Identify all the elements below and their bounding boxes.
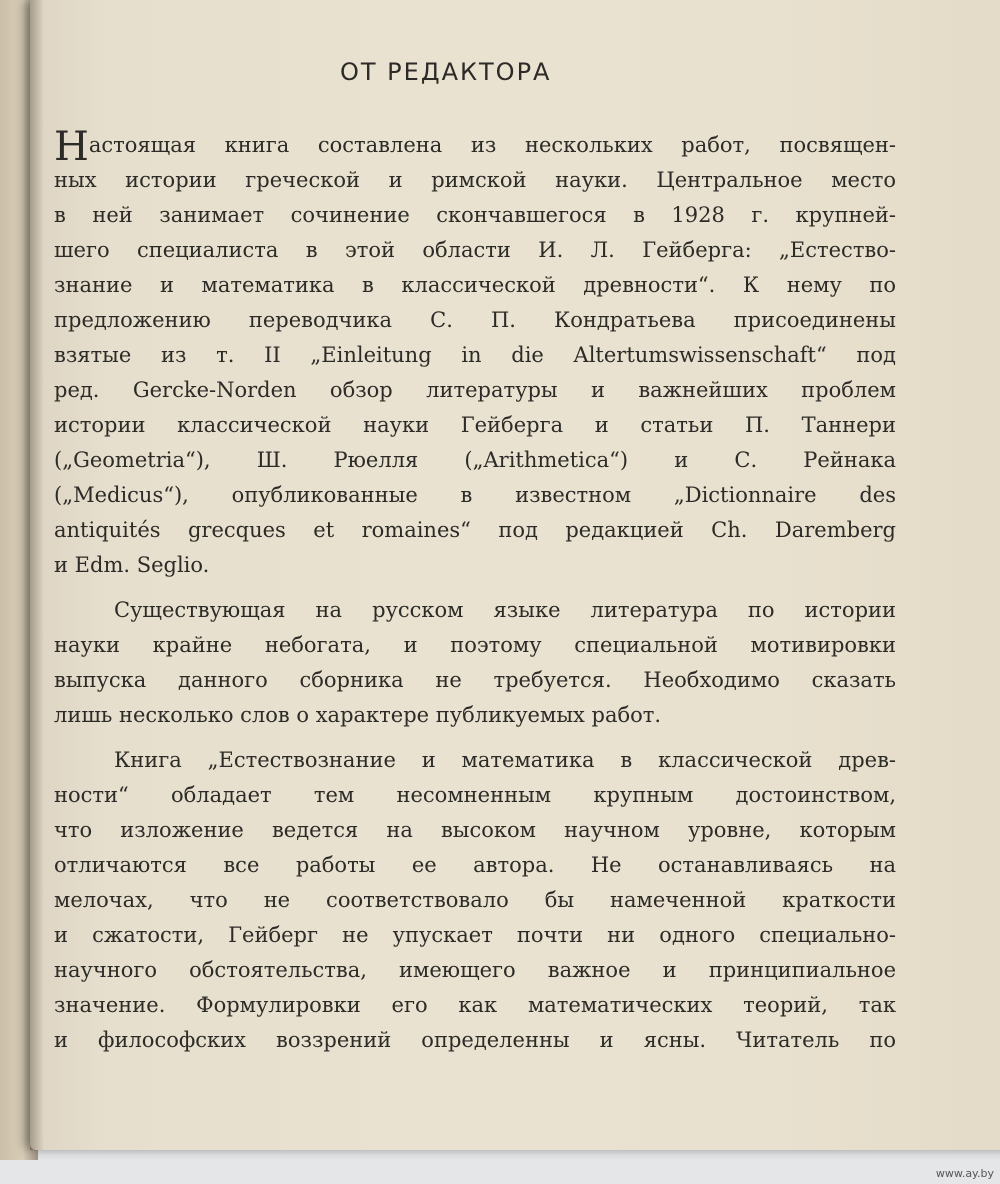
text-line: antiquités grecques et romaines“ под редакцией Ch. Daremberg bbox=[54, 518, 896, 542]
text-line: Книга „Естествознание и математика в классической древ- bbox=[114, 748, 896, 772]
paragraph-2 bbox=[54, 593, 896, 733]
text-line: истории классической науки Гейберга и статьи П. Таннери bbox=[54, 413, 896, 437]
text-line: и сжатости, Гейберг не упускает почти ни одного специально- bbox=[54, 923, 896, 947]
text-line: и Edm. Seglio. bbox=[54, 553, 210, 577]
page-body bbox=[54, 124, 896, 1058]
text-line: знание и математика в классической древности“. К нему по bbox=[54, 273, 896, 297]
text-line: („Geometria“), Ш. Рюелля („Arithmetica“) и С. Рейнака bbox=[54, 448, 896, 472]
text-line: ности“ обладает тем несомненным крупным достоинством, bbox=[54, 783, 896, 807]
text-line: в ней занимает сочинение скончавшегося в 1928 г. крупней- bbox=[54, 203, 896, 227]
paragraph-1 bbox=[54, 124, 896, 583]
text-line: науки крайне небогата, и поэтому специальной мотивировки bbox=[54, 633, 896, 657]
text-line: что изложение ведется на высоком научном уровне, которым bbox=[54, 818, 896, 842]
text-line: („Medicus“), опубликованные в известном „Dictionnaire des bbox=[54, 483, 896, 507]
text-line: и философских воззрений определенны и ясны. Читатель по bbox=[54, 1028, 896, 1052]
gutter-shadow bbox=[30, 0, 44, 1150]
text-line: научного обстоятельства, имеющего важное и принципиальное bbox=[54, 958, 896, 982]
drop-cap: Н bbox=[54, 124, 89, 170]
text-line: мелочах, что не соответствовало бы намеченной краткости bbox=[54, 888, 896, 912]
text-line: значение. Формулировки его как математических теорий, так bbox=[54, 993, 896, 1017]
text-line: шего специалиста в этой области И. Л. Гейберга: „Естество- bbox=[54, 238, 896, 262]
text-line: ных истории греческой и римской науки. Центральное место bbox=[54, 168, 896, 192]
page-title: ОТ РЕДАКТОРА bbox=[340, 58, 552, 86]
text-line-content: астоящая книга составлена из нескольких работ, посвящен- bbox=[88, 133, 896, 157]
text-line bbox=[54, 124, 896, 170]
text-line: ред. Gercke-Norden обзор литературы и важнейших проблем bbox=[54, 378, 896, 402]
text-line: лишь несколько слов о характере публикуемых работ. bbox=[54, 703, 662, 727]
text-line: взятые из т. II „Einleitung in die Altertumswissenschaft“ под bbox=[54, 343, 896, 367]
text-line: выпуска данного сборника не требуется. Необходимо сказать bbox=[54, 668, 896, 692]
text-line: предложению переводчика С. П. Кондратьева присоединены bbox=[54, 308, 896, 332]
text-line: Существующая на русском языке литература по истории bbox=[114, 598, 896, 622]
paragraph-3 bbox=[54, 743, 896, 1058]
watermark: www.ay.by bbox=[935, 1167, 994, 1180]
text-line: отличаются все работы ее автора. Не останавливаясь на bbox=[54, 853, 896, 877]
